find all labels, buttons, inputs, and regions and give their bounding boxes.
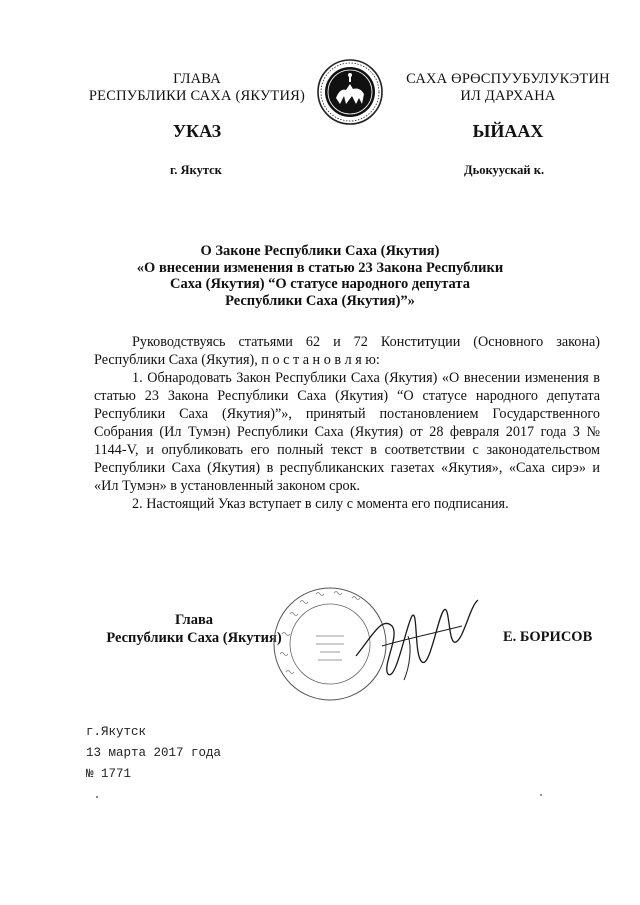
header-left-line-2: РЕСПУБЛИКИ САХА (ЯКУТИЯ)	[88, 88, 306, 104]
title-line-4: Республики Саха (Якутия)”»	[225, 292, 415, 309]
footer-date: 13 марта 2017 года	[86, 746, 222, 760]
signatory-title-line-1: Глава	[174, 612, 214, 628]
title-line-3: Саха (Якутия) “О статусе народного депутата	[170, 276, 470, 292]
decree-title	[100, 243, 540, 309]
header-right-line-1: САХА ӨРӨСПУУБУЛУКЭТИН	[406, 71, 610, 87]
handwritten-signature-icon	[352, 596, 482, 686]
decree-body	[94, 333, 600, 513]
footer-city: г.Якутск	[86, 725, 147, 739]
body-item-1: 1. Обнародовать Закон Республики Саха (Якутия) «О внесении изменения в статью 23 Закона Республики Саха (Якутия) “О статусе народного депутата Республики Саха (Якутия)”», принятый постановлением Государственного Собрания (Ил Тумэн) Республики Саха (Якутия) от 28 февраля 2017 года З № 1144-V, и опубликовать его полный текст в соответствии с законодательством Республики Саха (Якутия) в республиканских газетах «Якутия», «Саха сирэ» и «Ил Тумэн» в установленный законом срок.	[94, 370, 600, 494]
coat-of-arms-icon	[316, 58, 384, 126]
scan-speck	[96, 796, 98, 798]
doc-type-right: ЫЙААХ	[472, 121, 544, 141]
header-right-line-2: ИЛ ДАРХАНА	[460, 88, 556, 104]
doc-type-left: УКАЗ	[172, 121, 222, 141]
header-left-title	[82, 71, 312, 105]
signatory-title-line-2: Республики Саха (Якутия)	[106, 630, 282, 646]
place-right: Дьокуускай к.	[464, 163, 545, 177]
registration-block	[86, 722, 221, 785]
footer-number: № 1771	[86, 767, 132, 781]
title-line-2: «О внесении изменения в статью 23 Закона Республики	[136, 259, 504, 276]
signatory-title	[94, 611, 294, 647]
header-right-title	[398, 71, 618, 105]
signatory-name: Е. БОРИСОВ	[503, 629, 593, 645]
body-intro: Руководствуясь статьями 62 и 72 Конституции (Основного закона) Республики Саха (Якутия), п о с т а н о в л я ю:	[94, 334, 600, 368]
title-line-1: О Законе Республики Саха (Якутия)	[200, 243, 440, 259]
body-item-2: 2. Настоящий Указ вступает в силу с момента его подписания.	[132, 496, 509, 512]
scan-speck	[540, 794, 542, 796]
header-left-line-1: ГЛАВА	[173, 71, 221, 87]
place-left: г. Якутск	[170, 163, 222, 177]
